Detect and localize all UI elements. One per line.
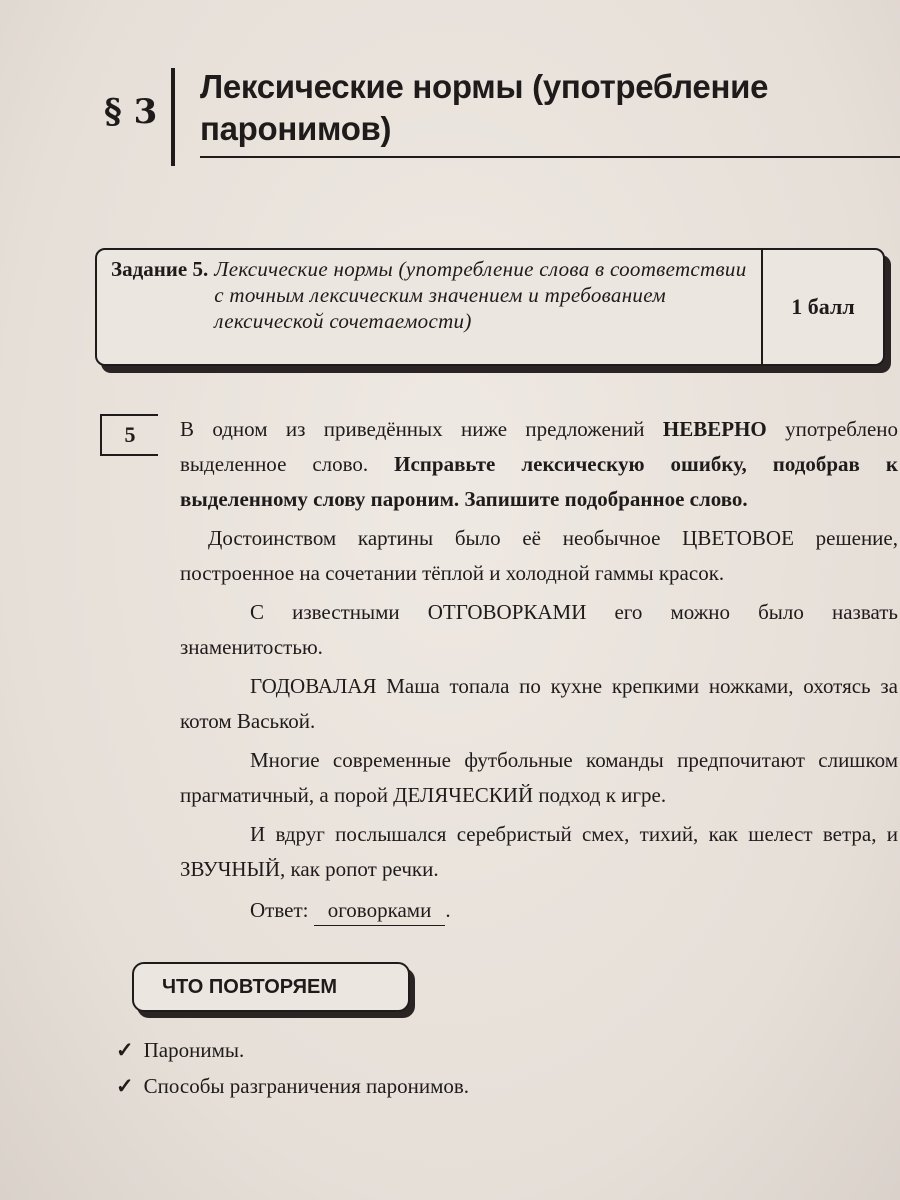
exercise-instruction — [180, 412, 898, 517]
instruction-task: Исправьте лексическую ошибку, подобрав к выделенному слову пароним. Запишите подобранное слово. — [180, 452, 898, 511]
exercise-body — [180, 412, 898, 932]
task-header-box — [95, 248, 885, 366]
task-heading — [97, 250, 761, 364]
review-list — [116, 1032, 898, 1104]
section-number: § 3 — [104, 92, 158, 132]
section-divider — [171, 68, 175, 166]
checkmark-icon: ✓ — [116, 1074, 134, 1098]
list-item — [116, 1068, 898, 1104]
sentence: Достоинством картины было её необычное ЦВЕТОВОЕ решение, построенное на сочетании тёплой и холодной гаммы красок. — [180, 526, 898, 585]
instruction-text: употреблено выделенное слово. — [180, 417, 899, 476]
answer-value: оговорками — [314, 895, 446, 926]
review-heading-box — [132, 962, 410, 1012]
exercise-number: 5 — [100, 414, 158, 456]
answer-line — [180, 893, 898, 928]
instruction-text: В одном из приведённых ниже предложений — [180, 417, 663, 441]
task-description: Лексические нормы (употребление слова в соответствии с точным лексическим значением и требованием лексической сочетаемости) — [214, 257, 747, 333]
sentence: ГОДОВАЛАЯ Маша топала по кухне крепкими ножками, охотясь за котом Васькой. — [180, 674, 898, 733]
answer-period: . — [445, 898, 451, 922]
section-title-line: Лексические нормы (употребление — [200, 68, 769, 105]
checkmark-icon: ✓ — [116, 1038, 134, 1062]
list-item — [116, 1032, 898, 1068]
instruction-emphasis: НЕВЕРНО — [662, 417, 767, 441]
section-title — [200, 66, 768, 150]
section-underline — [200, 156, 900, 158]
sentence: И вдруг послышался серебристый смех, тихий, как шелест ветра, и ЗВУЧНЫЙ, как ропот речки. — [180, 822, 898, 881]
list-item-text: Способы разграничения паронимов. — [143, 1074, 470, 1098]
sentence: Многие современные футбольные команды предпочитают слишком прагматичный, а порой ДЕЛЯЧЕСКИЙ подход к игре. — [180, 748, 898, 807]
answer-label: Ответ: — [250, 898, 309, 922]
review-title: ЧТО ПОВТОРЯЕМ — [162, 975, 337, 998]
list-item-text: Паронимы. — [143, 1038, 245, 1062]
sentence: С известными ОТГОВОРКАМИ его можно было назвать знаменитостью. — [180, 600, 898, 659]
task-label: Задание 5. — [111, 257, 209, 281]
task-points: 1 балл — [761, 250, 883, 364]
exercise — [100, 412, 898, 932]
section-title-line: паронимов) — [200, 110, 392, 147]
exercise-section — [100, 412, 898, 1104]
